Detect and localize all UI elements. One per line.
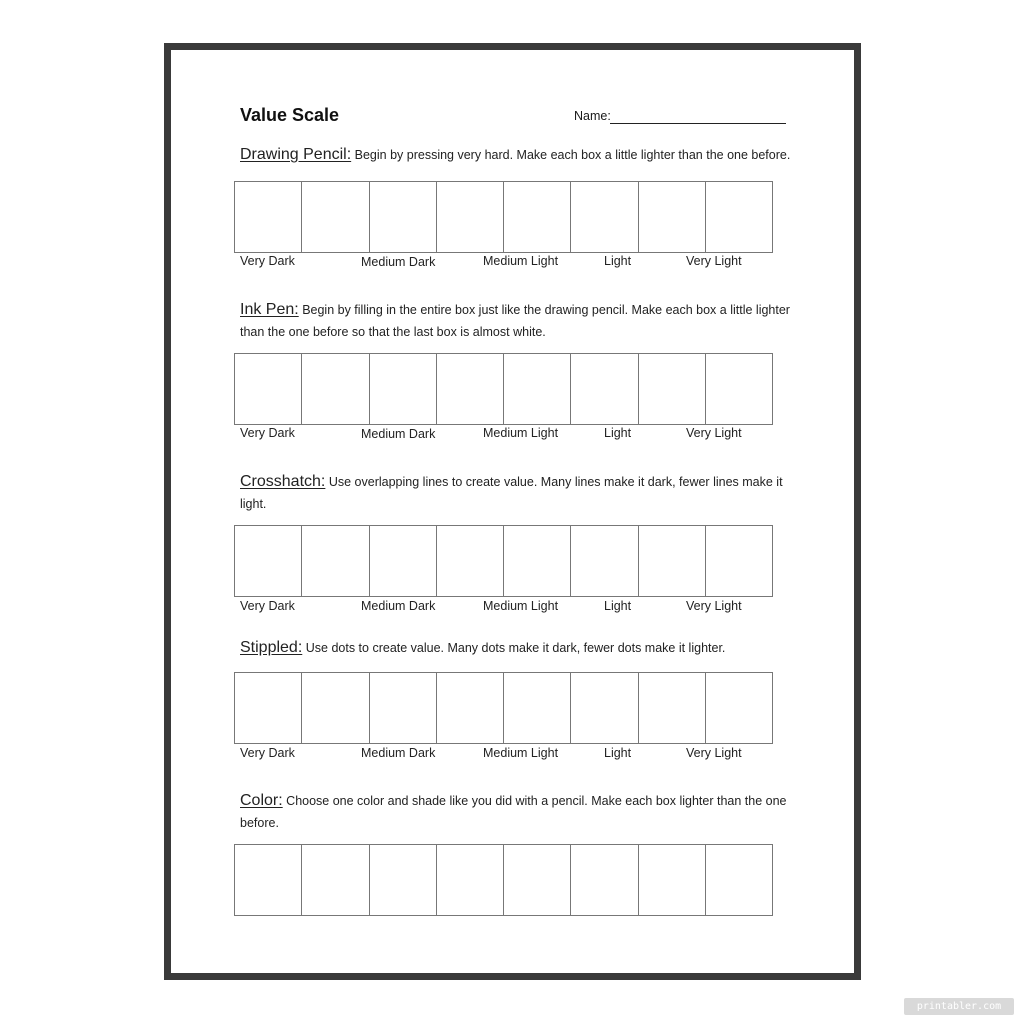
value-box[interactable] xyxy=(639,526,706,596)
value-box[interactable] xyxy=(235,845,302,915)
value-box[interactable] xyxy=(370,845,437,915)
value-box[interactable] xyxy=(706,182,772,252)
value-box-row xyxy=(234,181,773,253)
section-instruction: Use dots to create value. Many dots make it dark, fewer dots make it lighter. xyxy=(305,641,726,655)
scale-label-very-dark: Very Dark xyxy=(240,426,295,440)
section-heading: Crosshatch: xyxy=(240,473,326,490)
section-heading: Drawing Pencil: xyxy=(240,146,352,163)
value-box[interactable] xyxy=(302,673,369,743)
value-box[interactable] xyxy=(504,354,571,424)
value-box[interactable] xyxy=(302,354,369,424)
value-box[interactable] xyxy=(504,845,571,915)
value-box[interactable] xyxy=(571,354,638,424)
value-box[interactable] xyxy=(437,526,504,596)
value-box[interactable] xyxy=(571,526,638,596)
scale-label-light: Light xyxy=(604,254,632,268)
name-label: Name: xyxy=(574,109,611,123)
section-heading: Color: xyxy=(240,792,283,809)
scale-label-medium-dark: Medium Dark xyxy=(361,427,436,441)
value-box[interactable] xyxy=(706,354,772,424)
scale-label-medium-light: Medium Light xyxy=(483,254,559,268)
value-box[interactable] xyxy=(302,182,369,252)
scale-label-very-light: Very Light xyxy=(686,746,742,760)
scale-label-very-dark: Very Dark xyxy=(240,746,295,760)
section-instruction: Use overlapping lines to create value. Many lines make it dark, fewer lines make it light. xyxy=(240,475,783,511)
value-box[interactable] xyxy=(571,845,638,915)
value-box-row xyxy=(234,525,773,597)
value-box[interactable] xyxy=(639,845,706,915)
scale-label-medium-dark: Medium Dark xyxy=(361,746,436,760)
value-box[interactable] xyxy=(571,673,638,743)
value-box[interactable] xyxy=(437,673,504,743)
value-box[interactable] xyxy=(504,673,571,743)
section-instruction: Choose one color and shade like you did with a pencil. Make each box lighter than the one before. xyxy=(240,794,787,830)
section-heading: Ink Pen: xyxy=(240,301,299,318)
scale-label-very-light: Very Light xyxy=(686,254,742,268)
value-box[interactable] xyxy=(639,182,706,252)
scale-label-medium-light: Medium Light xyxy=(483,746,559,760)
section-drawing-pencil-text xyxy=(240,145,800,167)
value-box[interactable] xyxy=(235,182,302,252)
scale-label-light: Light xyxy=(604,599,632,613)
value-box[interactable] xyxy=(706,673,772,743)
section-instruction: Begin by filling in the entire box just like the drawing pencil. Make each box a little lighter than the one before so that the last box is almost white. xyxy=(240,303,790,339)
value-box[interactable] xyxy=(639,354,706,424)
name-blank-line[interactable] xyxy=(610,123,786,124)
scale-label-medium-light: Medium Light xyxy=(483,426,559,440)
scale-label-medium-dark: Medium Dark xyxy=(361,599,436,613)
section-heading: Stippled: xyxy=(240,639,303,656)
scale-label-very-dark: Very Dark xyxy=(240,599,295,613)
section-instruction: Begin by pressing very hard. Make each box a little lighter than the one before. xyxy=(354,148,791,162)
scale-label-medium-dark: Medium Dark xyxy=(361,255,436,269)
page-title: Value Scale xyxy=(240,105,340,125)
value-box[interactable] xyxy=(437,182,504,252)
value-box[interactable] xyxy=(504,182,571,252)
scale-label-very-light: Very Light xyxy=(686,426,742,440)
value-box[interactable] xyxy=(706,845,772,915)
value-box[interactable] xyxy=(437,845,504,915)
value-box[interactable] xyxy=(370,354,437,424)
value-box[interactable] xyxy=(639,673,706,743)
value-box-row xyxy=(234,672,773,744)
value-box[interactable] xyxy=(571,182,638,252)
scale-label-very-dark: Very Dark xyxy=(240,254,295,268)
scale-label-very-light: Very Light xyxy=(686,599,742,613)
value-box[interactable] xyxy=(302,526,369,596)
value-box[interactable] xyxy=(706,526,772,596)
value-box[interactable] xyxy=(235,354,302,424)
value-box[interactable] xyxy=(235,526,302,596)
watermark-badge: printabler.com xyxy=(904,998,1014,1015)
section-stippled-text xyxy=(240,638,800,660)
value-box[interactable] xyxy=(370,526,437,596)
scale-label-light: Light xyxy=(604,426,632,440)
value-box-row xyxy=(234,844,773,916)
value-box[interactable] xyxy=(437,354,504,424)
value-box[interactable] xyxy=(370,673,437,743)
value-box[interactable] xyxy=(370,182,437,252)
section-ink-pen-text xyxy=(240,300,800,343)
scale-label-light: Light xyxy=(604,746,632,760)
value-box-row xyxy=(234,353,773,425)
section-crosshatch-text xyxy=(240,472,800,515)
value-box[interactable] xyxy=(504,526,571,596)
value-box[interactable] xyxy=(302,845,369,915)
section-color-text xyxy=(240,791,800,834)
value-box[interactable] xyxy=(235,673,302,743)
scale-label-medium-light: Medium Light xyxy=(483,599,559,613)
